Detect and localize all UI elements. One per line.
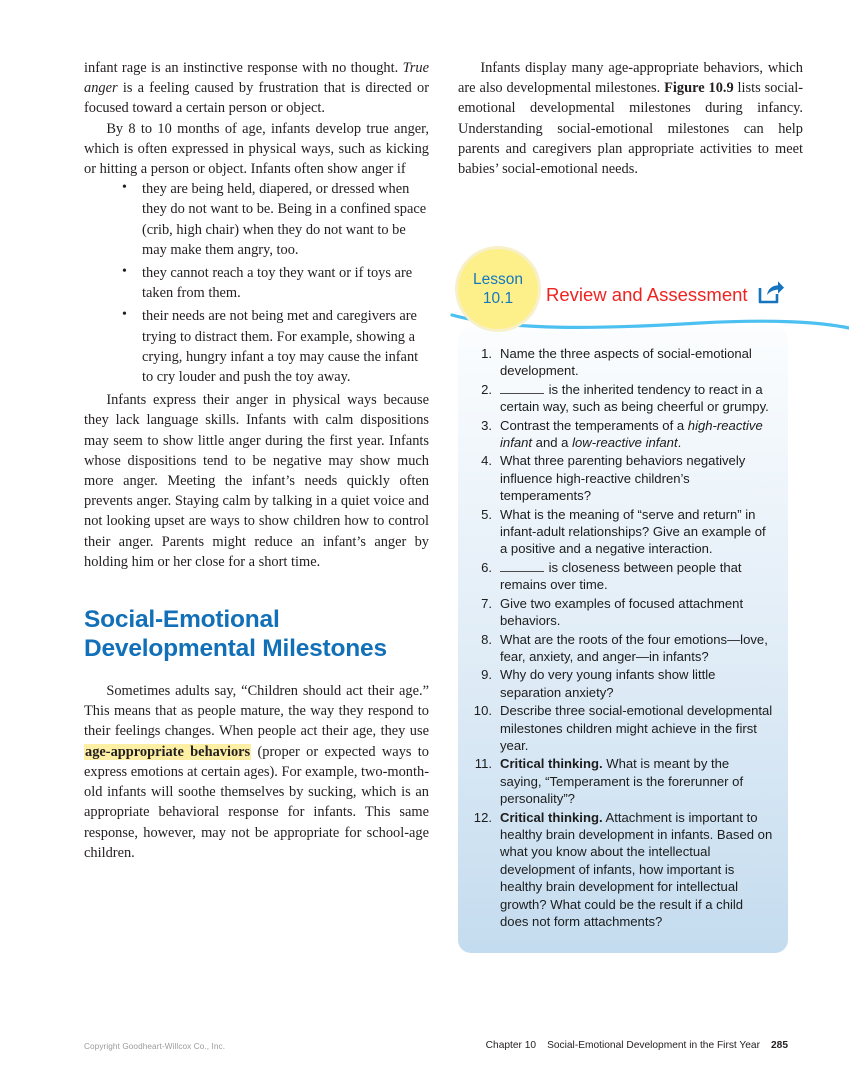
question-text: Give two examples of focused attachment behaviors. [500,595,744,629]
question-number: 12. [473,809,492,825]
paragraph-infant-rage [84,58,429,119]
paragraph-text: infant rage is an instinctive response with no thought. [84,60,403,76]
review-questions-box [458,327,788,953]
share-external-link-icon[interactable] [757,279,785,305]
review-question-item [464,506,774,558]
review-question-item [464,809,774,931]
question-term-italic: high-reactive infant [500,417,763,451]
question-text: Attachment is important to healthy brain development in infants. Based on what you know about the intellectual development of infants, how important is healthy brain development for intellectual growth? What could be the result if a child does not form attachments? [500,809,773,929]
right-column [458,58,803,179]
paragraph-true-anger-development: By 8 to 10 months of age, infants develop true anger, which is often expressed in physical ways, such as kicking or hitting a person or object. Infants often show anger if [84,120,429,178]
paragraph-text-tail: (proper or expected ways to express emotions at certain ages). For example, two-month-old infants will soothe themselves by sucking, which is an appropriate behavioral response for infants. This same response, however, may not be appropriate for school-age children. [84,743,430,861]
fill-in-blank [500,382,544,394]
paragraph-text: Sometimes adults say, “Children should act their age.” This means that as people mature, the way they respond to their feelings changes. When people act their age, they use [84,683,429,740]
list-item [120,179,428,260]
question-number: 4. [481,453,492,469]
question-text: What is the meaning of “serve and return” in infant-adult relationships? Give an example of a positive and a negative interaction. [500,506,766,557]
review-question-item [464,595,774,630]
figure-reference: Figure 10.9 [664,80,734,97]
review-question-item [464,559,774,594]
paragraph-text-tail: lists social-emotional developmental milestones during infancy. Understanding social-emotional milestones can help parents and caregivers plan appropriate activities to meet babies’ social-emotional needs. [458,80,803,178]
review-title: Review and Assessment [546,284,748,305]
lesson-label: Lesson [473,271,523,288]
list-item [120,306,428,387]
question-label-bold: Critical thinking. [500,809,603,825]
question-text: is closeness between people that remains over time. [500,559,742,593]
review-questions-list [464,345,774,930]
question-text: Contrast the temperaments of a [500,417,688,433]
question-number: 5. [481,506,492,522]
question-number: 6. [481,559,492,575]
review-and-assessment-section [458,249,788,953]
highlighted-term: age-appropriate behaviors [85,743,251,760]
footer-chapter-info [486,1040,788,1051]
page-title: Social-Emotional Developmental Milestones [84,606,387,663]
bullet-dot-icon: • [122,307,127,323]
page-number: 285 [771,1040,788,1051]
question-text: and a [532,435,573,451]
review-question-item [464,631,774,666]
review-question-item [464,345,774,380]
review-question-item [464,702,774,754]
review-header [458,249,788,333]
lesson-number-badge [458,249,538,329]
question-text: . [677,435,682,451]
list-item [120,263,428,303]
chapter-number: Chapter 10 [485,1040,537,1051]
review-question-item [464,755,774,807]
review-question-item [464,452,774,504]
copyright-notice: Copyright Goodheart-Willcox Co., Inc. [84,1042,226,1051]
question-number: 9. [481,667,492,683]
question-text: What is meant by the saying, “Temperament is the forerunner of personality”? [500,756,744,807]
list-item-text: they are being held, diapered, or dressed when they do not want to be. Being in a confined space (crib, high chair) when they do not want to be may make them angry, too. [142,181,427,258]
paragraph-text: Infants display many age-appropriate behaviors, which are also developmental milestones. [458,60,803,97]
anger-triggers-list [84,179,429,387]
question-text: Why do very young infants show little separation anxiety? [500,667,716,700]
question-number: 11. [474,756,492,772]
paragraph-text-tail: is a feeling caused by frustration that is directed or focused toward a certain person or object. [84,80,429,117]
question-term-italic: low-reactive infant [572,435,678,451]
paragraph-express-anger: Infants express their anger in physical ways because they lack language skills. Infants with calm dispositions may seem to show little anger during the first year. Infants whose dispositions tend to be negative may show much more anger. Meeting the infant’s needs quickly often prevents anger. Staying calm by talking in a quiet voice and not looking upset are ways to show children how to control their anger. Parents might reduce an infant’s anger by holding him or her close for a short time. [84,392,429,570]
page-footer [84,1042,788,1058]
review-question-item [464,381,774,416]
question-number: 7. [481,595,492,611]
review-question-item [464,417,774,452]
chapter-title: Social-Emotional Development in the First Year [547,1040,760,1051]
lesson-number: 10.1 [482,290,514,307]
question-number: 8. [481,631,492,647]
fill-in-blank [500,560,544,572]
review-question-item [464,666,774,701]
question-text: Name the three aspects of social-emotional development. [500,346,752,379]
left-column [84,58,429,863]
question-number: 1. [481,346,492,361]
list-item-text: their needs are not being met and caregivers are trying to distract them. For example, showing a crying, hungry infant a toy may cause the infant to cry louder and push the toy away. [142,308,419,386]
question-number: 2. [481,381,492,397]
question-text: is the inherited tendency to react in a certain way, such as being cheerful or grumpy. [500,381,769,415]
question-text: What three parenting behaviors negatively influence high-reactive children’s temperaments? [500,453,746,504]
paragraph-age-appropriate-behaviors [458,58,803,179]
question-text: Describe three social-emotional developmental milestones children might achieve in the first year. [500,703,773,753]
bullet-dot-icon: • [122,180,127,196]
list-item-text: they cannot reach a toy they want or if toys are taken from them. [142,265,413,302]
question-number: 3. [481,417,492,433]
paragraph-act-their-age [84,681,429,863]
bullet-dot-icon: • [122,264,127,280]
question-number: 10. [473,703,492,719]
question-text: What are the roots of the four emotions—love, fear, anxiety, and anger—in infants? [500,631,768,664]
question-label-bold: Critical thinking. [500,756,603,772]
term-true-anger: True anger [84,60,429,97]
